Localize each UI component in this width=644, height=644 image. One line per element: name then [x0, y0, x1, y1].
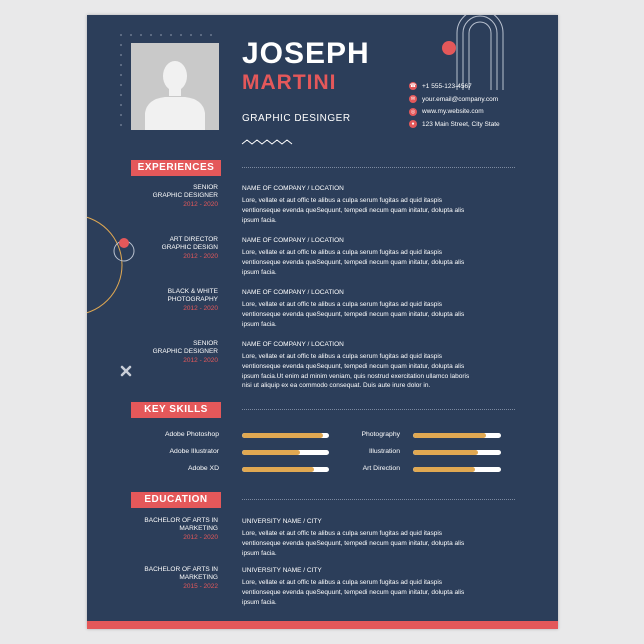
experience-4-desc-line4: nisi ut aliquip ex ea commodo consequat. Duis aute irure dolor in.	[242, 382, 431, 390]
globe-icon: ◎	[410, 108, 416, 115]
experience-4-desc-line1: Lore, vellate et aut offic te alibus a culpa serum fugitas ad quid itaspis	[242, 353, 443, 360]
experience-3-desc-line3: ipsum facia.	[242, 320, 277, 328]
phone-icon: ☎	[409, 83, 417, 90]
experience-2-desc-line1: Lore, vellate et aut offic te alibus a culpa serum fugitas ad quid itaspis	[242, 249, 443, 256]
education-2-body	[242, 566, 512, 607]
x-mark-decoration	[122, 367, 130, 375]
experience-1-desc-line2: ventionseque evenda queSequunt, tempedi necum quam initatur, dolupta alis	[242, 206, 465, 214]
skill-6-bar	[413, 467, 501, 472]
skill-3-label: Adobe XD	[188, 465, 219, 472]
skill-4-bar	[413, 433, 501, 438]
experience-2-role-line2: GRAPHIC DESIGN	[161, 244, 218, 252]
skill-5-bar	[413, 450, 501, 455]
skill-4-label: Photography	[361, 431, 400, 438]
education-2-degree-line2: MARKETING	[179, 574, 218, 582]
experience-4-company: NAME OF COMPANY / LOCATION	[242, 341, 344, 348]
section-divider	[242, 409, 515, 410]
avatar-silhouette-icon	[131, 43, 219, 130]
education-2-desc-line1: Lore, vellate et aut offic te alibus a culpa serum fugitas ad quid itaspis	[242, 579, 443, 586]
experience-2-role-line1: ART DIRECTOR	[169, 236, 218, 243]
experience-3-meta	[87, 288, 218, 313]
education-2-years: 2015 - 2022	[183, 582, 218, 590]
skill-2-fill	[242, 450, 300, 455]
education-1-body	[242, 517, 512, 558]
job-title: GRAPHIC DESINGER	[242, 113, 351, 124]
last-name: MARTINI	[242, 71, 337, 94]
education-2-desc-line2: ventionseque evenda queSequunt, tempedi necum quam initatur, dolupta alis	[242, 588, 465, 596]
experience-2-meta	[87, 236, 218, 261]
experience-1-years: 2012 - 2020	[183, 200, 218, 208]
experiences-heading: EXPERIENCES	[131, 160, 221, 176]
skill-2-bar	[242, 450, 329, 455]
skill-3-fill	[242, 467, 314, 472]
skill-5-fill	[413, 450, 478, 455]
experience-3-body	[242, 288, 512, 329]
skill-2-label: Adobe Illustrator	[169, 448, 219, 455]
experience-3-role-line1: BLACK & WHITE	[167, 288, 218, 295]
section-divider	[242, 499, 515, 500]
contact-email	[409, 93, 500, 106]
profile-photo	[131, 43, 219, 130]
education-2-meta	[87, 566, 218, 591]
education-2-school: UNIVERSITY NAME / CITY	[242, 567, 322, 574]
skill-1-bar	[242, 433, 329, 438]
experience-3-company: NAME OF COMPANY / LOCATION	[242, 289, 344, 296]
experience-2-desc-line2: ventionseque evenda queSequunt, tempedi necum quam initatur, dolupta alis	[242, 258, 465, 266]
experience-4-meta	[87, 340, 218, 365]
experience-3-years: 2012 - 2020	[183, 304, 218, 312]
skill-4-fill	[413, 433, 486, 438]
experience-4-body	[242, 340, 512, 391]
key-skills-heading: KEY SKILLS	[131, 402, 221, 418]
experience-4-desc-line3: ipsum facia.Ut enim ad minim veniam, quis nostrud exercitation ullamco laboris	[242, 372, 470, 380]
experience-1-company: NAME OF COMPANY / LOCATION	[242, 185, 344, 192]
education-1-school: UNIVERSITY NAME / CITY	[242, 518, 322, 525]
skill-3-bar	[242, 467, 329, 472]
skill-5-label: Illustration	[369, 448, 400, 455]
resume-sheet	[87, 15, 558, 629]
experience-1-role-line1: SENIOR	[193, 184, 218, 191]
education-heading: EDUCATION	[131, 492, 221, 508]
contact-website-text: www.my.website.com	[422, 108, 484, 116]
experience-4-role-line2: GRAPHIC DESIGNER	[152, 348, 218, 356]
skill-1-label: Adobe Photoshop	[164, 431, 219, 438]
education-1-degree-line1: BACHELOR OF ARTS IN	[144, 517, 218, 524]
skill-6-fill	[413, 467, 475, 472]
experience-4-role-line1: SENIOR	[193, 340, 218, 347]
accent-dot-decoration	[442, 41, 456, 55]
experience-3-desc-line2: ventionseque evenda queSequunt, tempedi necum quam initatur, dolupta alis	[242, 310, 465, 318]
contact-address	[409, 118, 500, 131]
arch-decoration	[457, 15, 503, 90]
education-2-degree-line1: BACHELOR OF ARTS IN	[144, 566, 218, 573]
education-1-desc-line2: ventionseque evenda queSequunt, tempedi necum quam initatur, dolupta alis	[242, 539, 465, 547]
experience-3-desc-line1: Lore, vellate et aut offic te alibus a culpa serum fugitas ad quid itaspis	[242, 301, 443, 308]
contact-list	[409, 80, 500, 131]
contact-phone-text: +1 555-123-4567	[422, 82, 472, 90]
skill-6-label: Art Direction	[362, 465, 400, 472]
experience-3-role-line2: PHOTOGRAPHY	[167, 296, 218, 304]
education-1-degree-line2: MARKETING	[179, 525, 218, 533]
experience-1-desc-line3: ipsum facia.	[242, 216, 277, 224]
education-1-meta	[87, 517, 218, 542]
location-icon: ●	[409, 120, 417, 128]
section-divider	[242, 167, 515, 168]
contact-phone	[409, 80, 500, 93]
education-1-desc-line3: ipsum facia.	[242, 549, 277, 557]
contact-email-text: your.email@company.com	[422, 95, 499, 103]
experience-1-desc-line1: Lore, vellate et aut offic te alibus a culpa serum fugitas ad quid itaspis	[242, 197, 443, 204]
contact-address-text: 123 Main Street, City State	[422, 120, 500, 128]
wave-decoration	[242, 140, 292, 144]
bottom-stripe	[87, 621, 558, 629]
first-name: JOSEPH	[242, 37, 370, 70]
experience-4-desc-line2: ventionseque evenda queSequunt, tempedi necum quam initatur, dolupta alis	[242, 362, 465, 370]
contact-website	[409, 105, 500, 118]
experience-1-meta	[87, 184, 218, 209]
education-1-desc-line1: Lore, vellate et aut offic te alibus a culpa serum fugitas ad quid itaspis	[242, 530, 443, 537]
skill-1-fill	[242, 433, 323, 438]
experience-1-role-line2: GRAPHIC DESIGNER	[152, 192, 218, 200]
education-2-desc-line3: ipsum facia.	[242, 598, 277, 606]
experience-1-body	[242, 184, 512, 225]
education-1-years: 2012 - 2020	[183, 533, 218, 541]
experience-2-years: 2012 - 2020	[183, 252, 218, 260]
experience-2-desc-line3: ipsum facia.	[242, 268, 277, 276]
experience-2-company: NAME OF COMPANY / LOCATION	[242, 237, 344, 244]
experience-2-body	[242, 236, 512, 277]
experience-4-years: 2012 - 2020	[183, 356, 218, 364]
email-icon: ✉	[410, 96, 416, 103]
